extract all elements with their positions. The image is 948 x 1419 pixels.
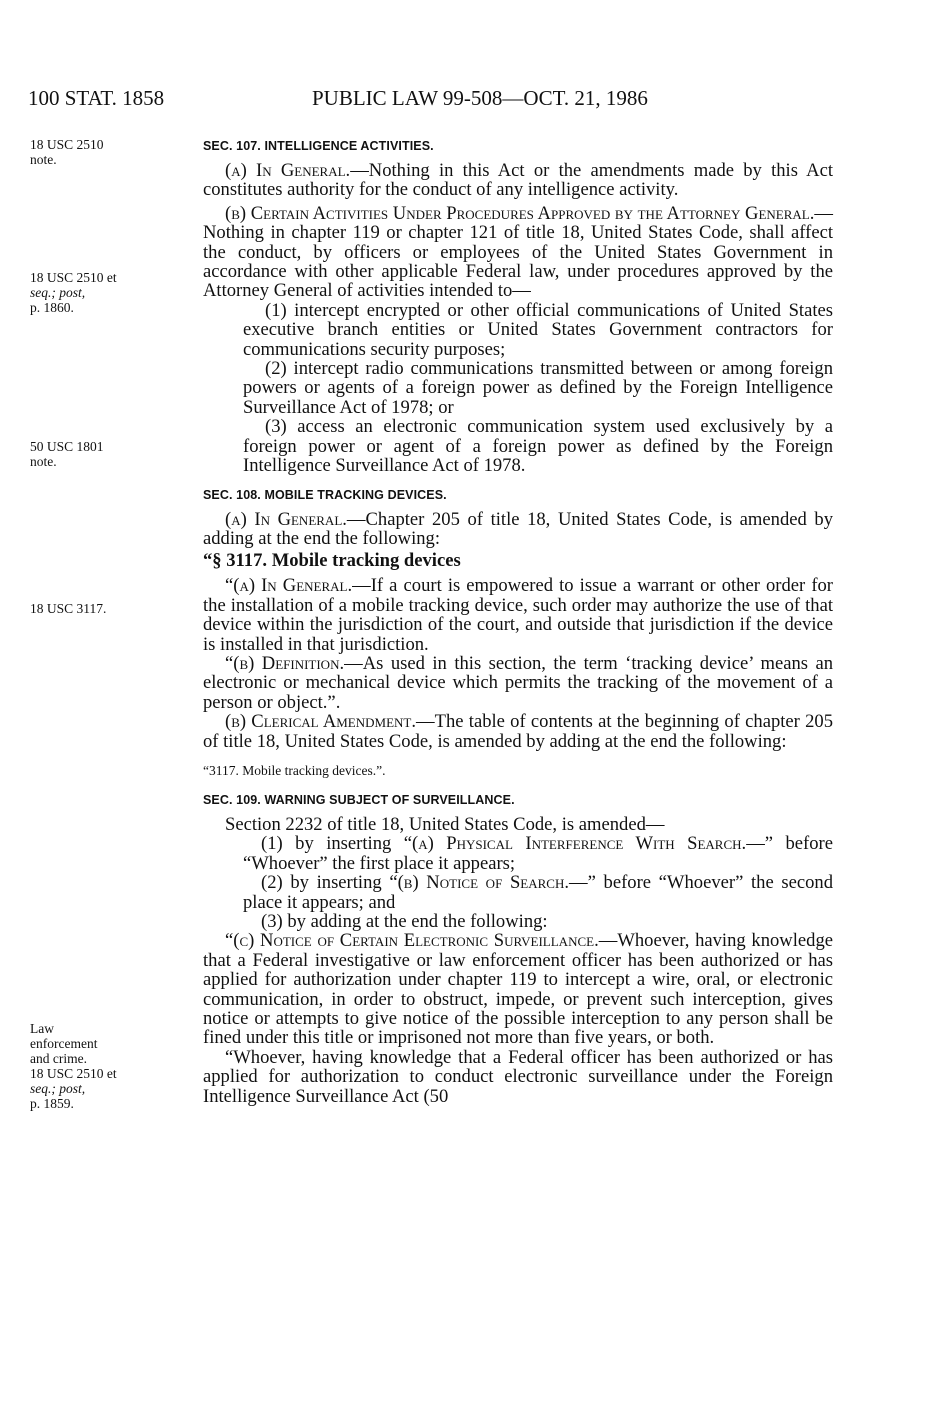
list-item: (2) by inserting “(b) Notice of Search.—” before “Whoever” the second place it appears; and: [243, 872, 833, 913]
paragraph: “(a) In General.—If a court is empowered to issue a warrant or other order for the installation of a mobile tracking device, such order may authorize the use of that device within the jurisdiction of the court, and outside that jurisdiction if the device is installed in that jurisdiction.: [203, 575, 833, 655]
list-item: (3) access an electronic communication system used exclusively by a foreign power or agent of a foreign power as defined by the Foreign Intelligence Surveillance Act of 1978.: [243, 416, 833, 477]
margin-note: 50 USC 1801 note.: [30, 439, 104, 469]
margin-note: 18 USC 2510 note.: [30, 137, 104, 167]
list-item: (3) by adding at the end the following:: [261, 911, 548, 932]
list-item: (1) by inserting “(a) Physical Interference With Search.—” before “Whoever” the first place it appears;: [243, 833, 833, 874]
paragraph: (a) In General.—Nothing in this Act or the amendments made by this Act constitutes authority for the conduct of any intelligence activity.: [203, 160, 833, 201]
section-heading: SEC. 107. INTELLIGENCE ACTIVITIES.: [203, 139, 434, 153]
toc-entry: “3117. Mobile tracking devices.”.: [203, 762, 386, 778]
section-heading: SEC. 108. MOBILE TRACKING DEVICES.: [203, 487, 447, 502]
paragraph: “Whoever, having knowledge that a Federal officer has been authorized or has applied for authorization to conduct electronic surveillance under the Foreign Intelligence Surveillance Act (50: [203, 1046, 833, 1107]
margin-note: Law enforcement and crime. 18 USC 2510 et seq.; post, p. 1859.: [30, 1021, 117, 1111]
paragraph: (b) Clerical Amendment.—The table of contents at the beginning of chapter 205 of title 18, United States Code, is amended by adding at the end the following:: [203, 711, 834, 752]
list-item: (2) intercept radio communications transmitted between or among foreign powers or agents of a foreign power as defined by the Foreign Intelligence Surveillance Act of 1978; or: [243, 358, 833, 418]
law-body: [203, 135, 833, 1106]
public-law-title: PUBLIC LAW 99-508—OCT. 21, 1986: [312, 86, 648, 110]
stat-citation: 100 STAT. 1858: [28, 86, 165, 110]
section-heading: SEC. 109. WARNING SUBJECT OF SURVEILLANCE.: [203, 792, 515, 807]
paragraph: (b) Certain Activities Under Procedures Approved by the Attorney General.—Nothing in chapter 119 or chapter 121 of title 18, United States Code, shall affect the conduct, by officers or employees of the United States Government in accordance with other applicable Federal law, under procedures approved by the Attorney General of activities intended to—: [203, 202, 833, 302]
margin-note: 18 USC 3117.: [30, 601, 107, 616]
quoted-section-heading: “§ 3117. Mobile tracking devices: [203, 550, 461, 572]
paragraph: “(b) Definition.—As used in this section, the term ‘tracking device’ means an electronic or mechanical device which permits the tracking of the movement of a person or object.”.: [203, 652, 834, 713]
list-item: (1) intercept encrypted or other official communications of United States executive branch entities or United States Government contractors for communications security purposes;: [243, 299, 833, 360]
margin-note: 18 USC 2510 et seq.; post, p. 1860.: [30, 270, 117, 315]
paragraph: “(c) Notice of Certain Electronic Surveillance.—Whoever, having knowledge that a Federal investigative or law enforcement officer has been authorized or has applied for authorization under chapter 119 to intercept a wire, oral, or electronic communication, in order to obstruct, impede, or prevent such interception, gives notice or attempts to give notice of the possible interception to any person shall be fined under this title or imprisoned not more than five years, or both.: [203, 930, 833, 1049]
paragraph: Section 2232 of title 18, United States Code, is amended—: [225, 813, 665, 835]
paragraph: (a) In General.—Chapter 205 of title 18, United States Code, is amended by adding at the end the following:: [203, 508, 833, 549]
